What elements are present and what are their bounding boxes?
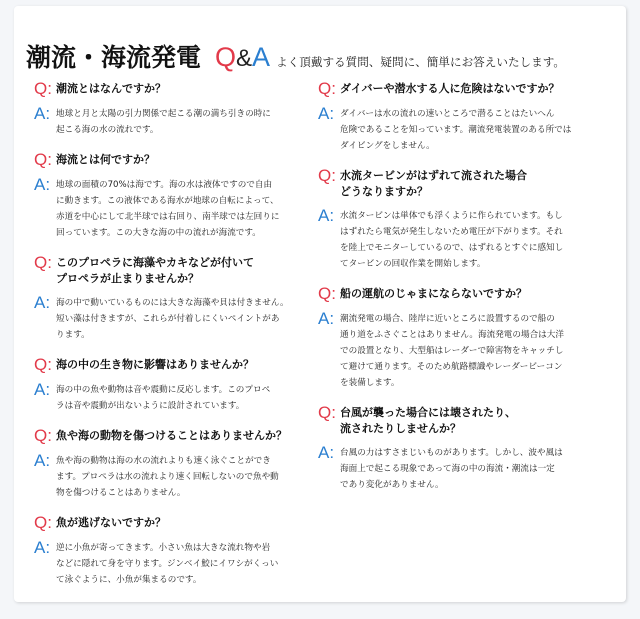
answer-line: であり変化がありません。: [340, 480, 444, 490]
question: [34, 357, 316, 374]
question: [318, 168, 608, 200]
answer-text: [340, 445, 563, 493]
question-text: [56, 81, 166, 97]
answer: [34, 382, 316, 414]
answer: [34, 106, 316, 138]
answer-line: 起こる海の水の流れです。: [56, 125, 159, 135]
answer-line: 危険であることを知っています。潮流発電装置のある所では: [340, 125, 572, 135]
answer-line: ラは音や震動が出ないように設計されています。: [56, 401, 245, 411]
question-text: [56, 255, 254, 287]
qa-item: [318, 168, 608, 272]
question-mark: Q:: [34, 355, 52, 374]
answer-text: [340, 208, 563, 272]
answer: [318, 311, 608, 391]
qa-item: [34, 152, 316, 241]
question-line: 魚や海の動物を傷つけることはありませんか？: [56, 429, 287, 442]
question: [34, 152, 316, 169]
question-line: 船の運航のじゃまにならないですか？: [340, 287, 527, 300]
answer-text: [56, 453, 279, 501]
answer-line: 台風の力はすさまじいものがあります。しかし、波や風は: [340, 448, 563, 458]
question-line: ダイバーや潜水する人に危険はないですか？: [340, 82, 560, 95]
page-title: 潮流・海流発電: [26, 43, 202, 72]
header: [26, 38, 622, 74]
answer-line: などに隠れて身を守ります。ジンベイ鮫にイワシがくっい: [56, 559, 279, 569]
question: [318, 81, 608, 98]
question-mark: Q:: [34, 79, 52, 98]
answer-line: 通り道をふさぐことはありません。海流発電の場合は大洋: [340, 330, 564, 340]
question-text: [56, 152, 155, 168]
question-line: 海の中の生き物に影響はありませんか？: [56, 358, 254, 371]
answer-text: [56, 295, 289, 343]
qa-logo-amp: &: [236, 45, 253, 72]
answer-text: [56, 382, 270, 414]
answer-line: 海の中で動いているものには大きな海藻や貝は付きません。: [56, 298, 289, 308]
answer-line: 赤道を中心にして北半球では右回り、南半球では左回りに: [56, 212, 280, 222]
question-line: 水流タービンがはずれて流された場合: [340, 169, 527, 182]
question-line: 潮流とはなんですか？: [56, 82, 166, 95]
question: [34, 81, 316, 98]
left-column: [34, 81, 316, 602]
answer-line: 水流タービンは単体でも浮くように作られています。もし: [340, 211, 563, 221]
answer-line: 地球の面積の70%は海です。海の水は液体ですので自由: [56, 180, 273, 190]
qa-logo-q: Q: [215, 42, 237, 72]
question-line: どうなりますか？: [340, 185, 428, 198]
answer-line: を装備します。: [340, 378, 400, 388]
question-text: [56, 515, 166, 531]
answer-line: 物を傷つけることはありません。: [56, 488, 186, 498]
question-text: [340, 168, 527, 200]
qa-item: [318, 405, 608, 493]
question-mark: Q:: [34, 150, 52, 169]
answer-line: ります。: [56, 330, 90, 340]
answer-line: ます。プロペラは水の流れより速く回転しないので魚や動: [56, 472, 279, 482]
answer-mark: A:: [318, 443, 335, 462]
answer-line: を陸上でモニターしているので、はずれるとすぐに感知し: [340, 243, 564, 253]
answer-line: はずれたら電気が発生しないため電圧が下がります。それ: [340, 227, 563, 237]
answer-mark: A:: [318, 104, 335, 123]
qa-item: [34, 81, 316, 138]
answer-line: て避けて通ります。そのため航路標識やレーダービーコン: [340, 362, 563, 372]
question-line: このプロペラに海藻やカキなどが付いて: [56, 256, 254, 269]
qa-page: [14, 6, 626, 602]
answer: [34, 295, 316, 343]
question-mark: Q:: [34, 253, 52, 272]
qa-item: [34, 357, 316, 414]
answer-mark: A:: [34, 175, 51, 194]
qa-logo-a: A: [252, 42, 271, 72]
question: [318, 286, 608, 303]
question-text: [340, 81, 560, 97]
answer-text: [56, 106, 271, 138]
answer-line: 魚や海の動物は海の水の流れよりも速く泳ぐことができ: [56, 456, 271, 466]
answer-line: 短い藻は付きますが、これらが付着しにくいペイントがあ: [56, 314, 280, 324]
answer: [34, 453, 316, 501]
qa-logo: [215, 42, 270, 73]
answer: [318, 445, 608, 493]
question-mark: Q:: [34, 426, 52, 445]
answer-mark: A:: [34, 104, 51, 123]
right-column: [318, 81, 608, 507]
answer-mark: A:: [34, 538, 51, 557]
answer-line: 回っています。この大きな海の中の流れが海流です。: [56, 228, 261, 238]
answer-mark: A:: [34, 380, 51, 399]
answer: [318, 208, 608, 272]
question-line: 流されたりしませんか？: [340, 422, 461, 435]
question-text: [56, 357, 254, 373]
qa-item: [34, 428, 316, 501]
qa-item: [34, 255, 316, 343]
page-subtitle: よく頂戴する質問、疑問に、簡単にお答えいたします。: [276, 55, 565, 69]
question-text: [340, 286, 527, 302]
answer-text: [56, 540, 278, 588]
answer-line: での設置となり、大型船はレーダーで障害物をキャッチし: [340, 346, 564, 356]
answer: [34, 540, 316, 588]
question: [318, 405, 608, 437]
question-text: [56, 428, 287, 444]
question-line: 台風が襲った場合には壊されたり、: [340, 406, 516, 419]
answer-mark: A:: [318, 206, 335, 225]
question-line: 海流とは何ですか？: [56, 153, 155, 166]
answer-line: 海の中の魚や動物は音や震動に反応します。このプロペ: [56, 385, 271, 395]
answer-line: 地球と月と太陽の引力関係で起こる潮の満ち引きの時に: [56, 109, 271, 119]
question-mark: Q:: [318, 79, 336, 98]
answer: [34, 177, 316, 241]
answer-mark: A:: [34, 293, 51, 312]
answer-line: 海面上で起こる現象であって海の中の海流・潮流は一定: [340, 464, 555, 474]
answer-text: [56, 177, 279, 241]
answer: [318, 106, 608, 154]
question-mark: Q:: [34, 513, 52, 532]
answer-text: [340, 311, 564, 391]
answer-line: 逆に小魚が寄ってきます。小さい魚は大きな流れ物や岩: [56, 543, 271, 553]
question-mark: Q:: [318, 284, 336, 303]
question-mark: Q:: [318, 403, 336, 422]
answer-line: ダイビングをしません。: [340, 141, 435, 151]
question: [34, 255, 316, 287]
answer-text: [340, 106, 571, 154]
answer-line: 潮流発電の場合、陸岸に近いところに設置するので船の: [340, 314, 555, 324]
question-text: [340, 405, 516, 437]
question: [34, 515, 316, 532]
answer-mark: A:: [318, 309, 335, 328]
answer-line: に動きます。この液体である海水が地球の自転によって、: [56, 196, 279, 206]
answer-line: ダイバーは水の流れの速いところで潜ることはたいへん: [340, 109, 555, 119]
qa-item: [34, 515, 316, 588]
qa-item: [318, 286, 608, 391]
answer-line: て泳ぐように、小魚が集まるのです。: [56, 575, 202, 585]
question-line: プロペラが止まりませんか？: [56, 272, 199, 285]
question: [34, 428, 316, 445]
answer-mark: A:: [34, 451, 51, 470]
question-mark: Q:: [318, 166, 336, 185]
qa-item: [318, 81, 608, 154]
question-line: 魚が逃げないですか？: [56, 516, 166, 529]
answer-line: てタービンの回収作業を開始します。: [340, 259, 486, 269]
